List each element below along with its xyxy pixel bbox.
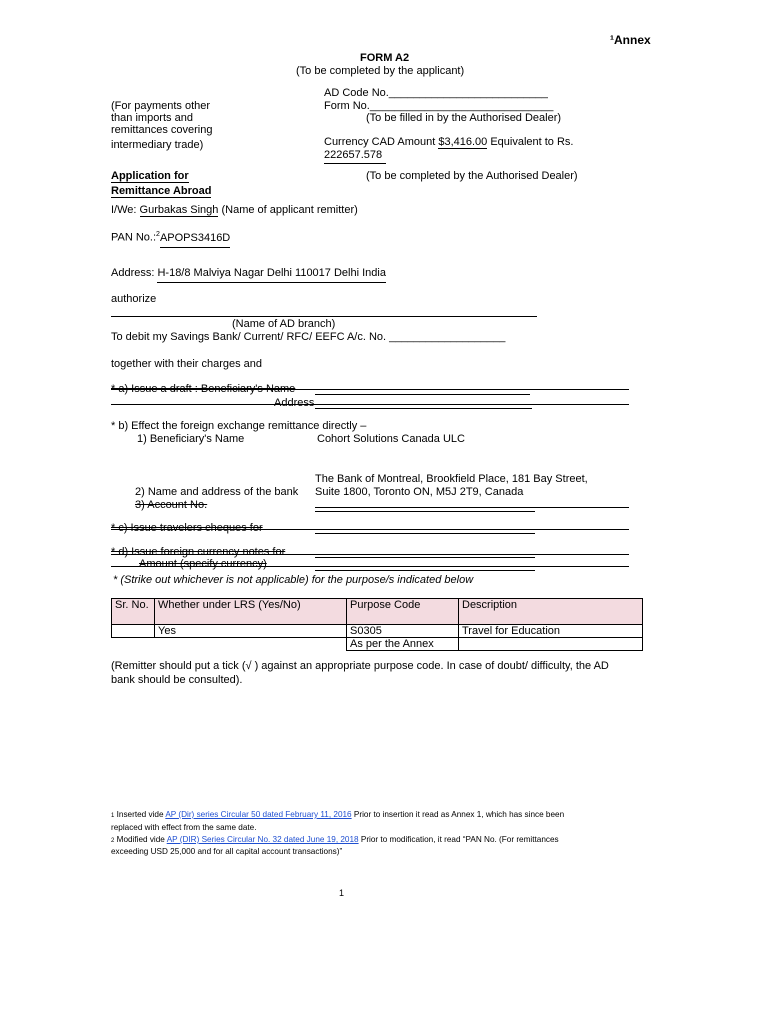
option-d-amount-blank[interactable] [315,570,535,571]
authorize-text: authorize [111,293,157,305]
table-cell[interactable] [459,638,643,651]
option-c-strike-line [111,529,629,530]
form-title: FORM A2 [360,52,410,64]
table-cell[interactable]: As per the Annex [347,638,459,651]
annex-label: ¹Annex [610,33,651,47]
table-cell [112,638,155,651]
charges-text: together with their charges and [111,358,263,370]
remitter-note-line1: (Remitter should put a tick (√ ) against an appropriate purpose code. In case of doubt/ difficulty, the AD [111,660,609,672]
page-number: 1 [339,888,345,898]
pan-label: PAN No.: [111,231,157,244]
table-cell[interactable]: S0305 [347,625,459,638]
ad-code-field[interactable]: AD Code No.__________________________ [324,87,548,99]
header-purpose-code: Purpose Code [347,599,459,625]
address-line [111,267,386,279]
option-d-blank[interactable] [315,557,535,558]
footnote-1-mark: 1 [111,813,115,819]
header-lrs: Whether under LRS (Yes/No) [155,599,347,625]
form-no-field[interactable]: Form No.______________________________ [324,100,554,112]
payment-type-line2: than imports and [111,112,193,124]
option-d-strike-line [111,554,629,555]
footnote-2-pre: Modified vide [114,835,167,844]
table-cell [155,638,347,651]
applicant-name[interactable]: Gurbakas Singh [139,204,219,216]
rs-value-underline [324,163,386,164]
completed-by-ad-note: (To be completed by the Authorised Dealer) [366,170,578,182]
payment-type-line1: (For payments other [111,100,211,112]
debit-account-line: To debit my Savings Bank/ Current/ RFC/ EEFC A/c. No. ___________________ [111,331,506,343]
table-cell[interactable]: Yes [155,625,347,638]
option-a-address-blank[interactable] [315,408,532,409]
bank-address-line2[interactable]: Suite 1800, Toronto ON, M5J 2T9, Canada [315,486,524,498]
application-heading-line1: Application for [111,170,189,182]
address-value[interactable]: H-18/8 Malviya Nagar Delhi 110017 Delhi India [157,267,385,283]
option-c-blank[interactable] [315,533,535,534]
footnote-1-line2: replaced with effect from the same date. [111,823,257,832]
option-d-amount-label: Amount (specify currency) [139,558,267,570]
amount-value[interactable]: $3,416.00 [438,136,488,148]
account-no-blank[interactable] [315,511,535,512]
table-row [112,625,643,638]
footnote-2-line2: exceeding USD 25,000 and for all capital account transactions)” [111,847,343,856]
option-a-name-blank[interactable] [315,394,530,395]
bank-address-line1[interactable]: The Bank of Montreal, Brookfield Place, 181 Bay Street, [315,473,588,485]
pan-footnote-ref: 2 [156,231,160,238]
option-d-label: * d) Issue foreign currency notes for [111,546,286,558]
option-b-label: * b) Effect the foreign exchange remittance directly – [111,420,367,432]
remitter-note-line2: bank should be consulted). [111,674,243,686]
bank-name-address-label: 2) Name and address of the bank [135,486,299,498]
option-a-strike-line [111,389,629,390]
footnote-2 [111,835,559,844]
application-heading-line2: Remittance Abroad [111,185,212,197]
footnote-1-pre: Inserted vide [114,810,166,819]
purpose-table-header [112,599,643,625]
pan-value[interactable]: APOPS3416D [160,232,230,248]
footnote-1 [111,810,564,819]
option-d-amount-strike-line [111,566,629,567]
equivalent-text: Equivalent to Rs. [487,136,574,148]
pan-line [111,231,230,244]
footnote-2-post: Prior to modification, it read “PAN No. (For remittances [358,835,559,844]
rs-value[interactable]: 222657.578 [324,149,383,161]
header-description: Description [459,599,643,625]
currency-prefix: Currency CAD Amount [324,136,439,148]
footnote-1-link[interactable]: AP (Dir) series Circular 50 dated February 11, 2016 [165,810,352,819]
option-a-address-strike-line [111,404,629,405]
table-row [112,638,643,651]
option-a-label: * a) Issue a draft : Beneficiary's Name [111,383,296,395]
footnote-2-link[interactable]: AP (DIR) Series Circular No. 32 dated June 19, 2018 [166,835,359,844]
beneficiary-name-value[interactable]: Cohort Solutions Canada ULC [317,433,465,445]
currency-amount-line [324,136,573,148]
bank-address-rule [315,507,629,508]
address-label: Address: [111,267,158,279]
form-subtitle: (To be completed by the applicant) [296,65,465,77]
option-a-address-label: Address [274,397,315,409]
payment-type-line3: remittances covering [111,124,213,136]
option-c-label: * c) Issue travelers cheques for [111,522,263,534]
iwe-label: I/We: [111,204,140,216]
beneficiary-name-label: 1) Beneficiary's Name [137,433,245,445]
ad-branch-label: (Name of AD branch) [232,318,336,330]
account-no-label: 3) Account No. [135,499,208,511]
ad-branch-blank[interactable] [111,316,537,317]
header-sr-no: Sr. No. [112,599,155,625]
payment-type-line4: intermediary trade) [111,139,204,151]
applicant-name-note: (Name of applicant remitter) [218,204,358,216]
footnote-2-mark: 2 [111,838,115,844]
purpose-table [111,598,643,651]
filled-by-note: (To be filled in by the Authorised Dealer) [366,112,562,124]
applicant-name-line [111,204,358,216]
strike-out-note: * (Strike out whichever is not applicable) for the purpose/s indicated below [113,574,474,586]
table-cell[interactable]: Travel for Education [459,625,643,638]
footnote-1-post: Prior to insertion it read as Annex 1, which has since been [351,810,565,819]
table-cell[interactable] [112,625,155,638]
